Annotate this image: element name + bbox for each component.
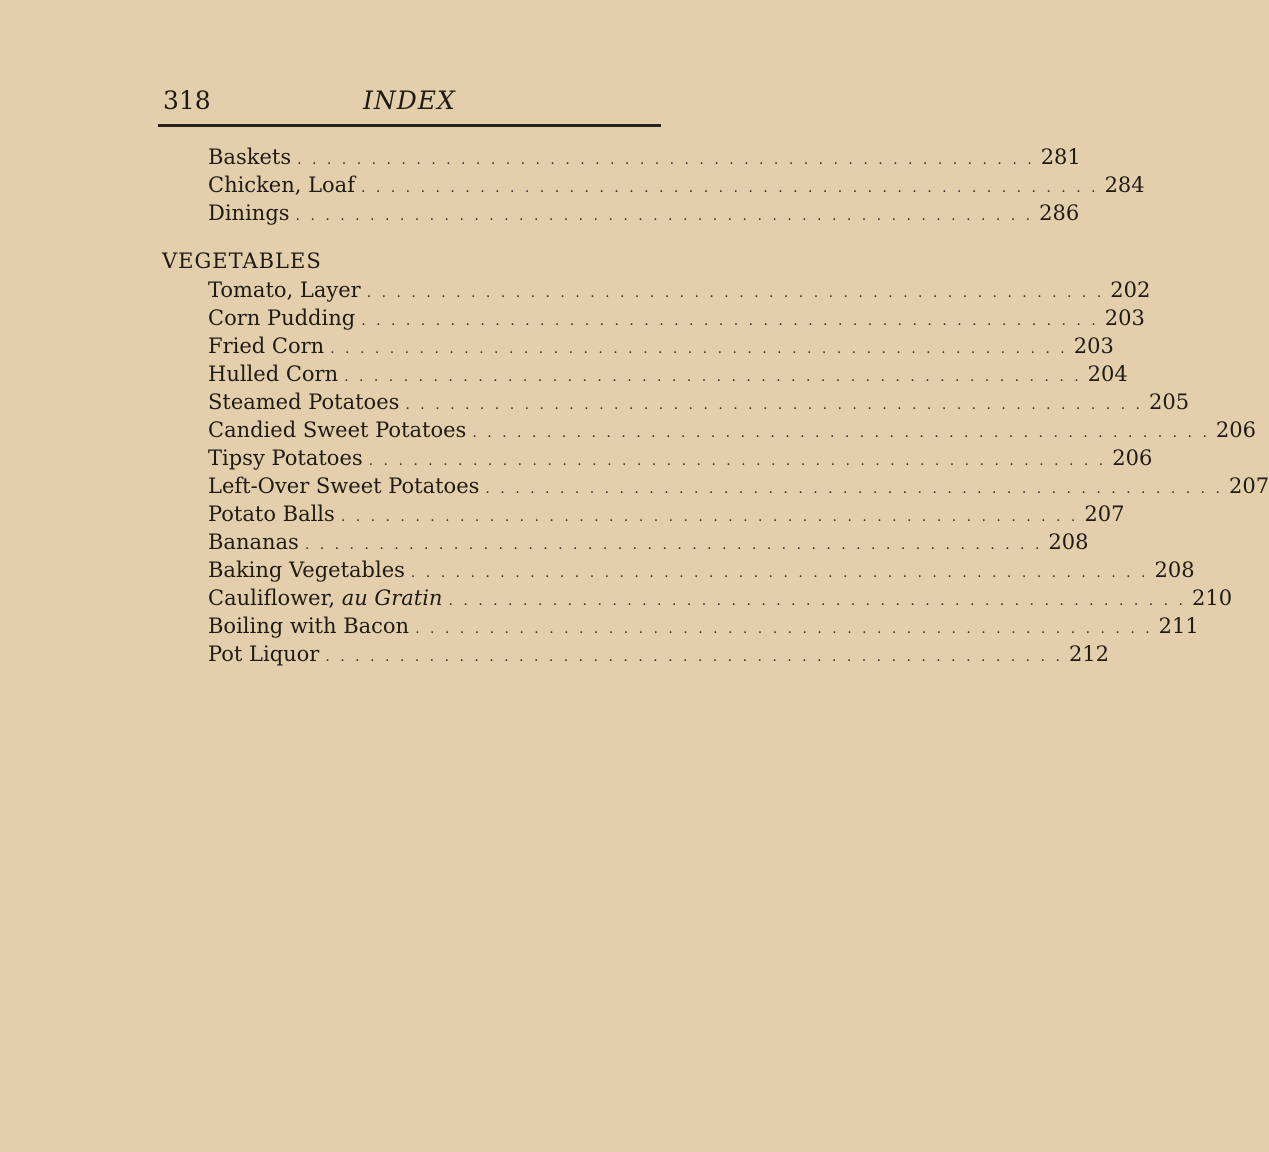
index-entry — [208, 472, 1269, 500]
dot-leader: . . . . . . . . . . . . . . . . . . . . . . . . . . . . . . . . . . . . . . . . . . . . . . . . . . — [295, 208, 1034, 224]
page-header — [163, 86, 660, 122]
entry-page-number: 286 — [1039, 201, 1080, 225]
entry-page-number: 202 — [1110, 278, 1151, 302]
entry-label — [208, 584, 448, 612]
entry-label: Chicken, Loaf — [208, 173, 355, 197]
index-entry — [208, 360, 1128, 388]
entry-label: Tipsy Potatoes — [208, 446, 363, 470]
entry-label: Hulled Corn — [208, 362, 339, 386]
entry-page-number: 212 — [1068, 642, 1110, 666]
index-entry — [208, 388, 1190, 416]
dot-leader: . . . . . . . . . . . . . . . . . . . . . . . . . . . . . . . . . . . . . . . . . . . . . . . . . . — [415, 621, 1153, 637]
entry-label: Pot Liquor — [208, 642, 320, 666]
entry-label: Bananas — [208, 530, 299, 554]
entry-page-number: 205 — [1148, 390, 1190, 414]
index-entry — [208, 171, 1145, 199]
index-entry — [208, 199, 1080, 227]
entry-page-number: 207 — [1228, 474, 1269, 498]
entry-page-number: 203 — [1073, 334, 1114, 358]
entry-label: Dinings — [208, 201, 290, 225]
index-entry — [208, 500, 1125, 528]
index-entry — [208, 528, 1089, 556]
entry-page-number: 284 — [1104, 173, 1145, 197]
index-entry — [208, 640, 1110, 668]
entry-page-number: 211 — [1158, 614, 1199, 638]
entry-label: Boiling with Bacon — [208, 614, 410, 638]
dot-leader: . . . . . . . . . . . . . . . . . . . . . . . . . . . . . . . . . . . . . . . . . . . . . . . . . . — [360, 180, 1099, 196]
dot-leader: . . . . . . . . . . . . . . . . . . . . . . . . . . . . . . . . . . . . . . . . . . . . . . . . . . — [368, 453, 1107, 469]
entry-label: Baking Vegetables — [208, 558, 405, 582]
entry-label: Corn Pudding — [208, 306, 356, 330]
entry-label: Potato Balls — [208, 502, 335, 526]
dot-leader: . . . . . . . . . . . . . . . . . . . . . . . . . . . . . . . . . . . . . . . . . . . . . . . . . . — [448, 593, 1187, 609]
entry-page-number: 206 — [1215, 418, 1256, 442]
entry-page-number: 208 — [1048, 530, 1089, 554]
entry-label: Left-Over Sweet Potatoes — [208, 474, 480, 498]
dot-leader: . . . . . . . . . . . . . . . . . . . . . . . . . . . . . . . . . . . . . . . . . . . . . . . . . . — [340, 509, 1079, 525]
index-entry — [208, 143, 1081, 171]
dot-leader: . . . . . . . . . . . . . . . . . . . . . . . . . . . . . . . . . . . . . . . . . . . . . . . . . . — [344, 369, 1082, 385]
index-entry — [208, 612, 1199, 640]
entry-page-number: 208 — [1154, 558, 1195, 582]
header-rule — [158, 124, 661, 127]
index-entry — [208, 556, 1195, 584]
index-entry — [208, 416, 1256, 444]
entry-label-text: Cauliflower, — [208, 586, 336, 610]
entry-label: Tomato, Layer — [208, 278, 361, 302]
section-heading: VEGETABLES — [162, 249, 322, 273]
index-entry — [208, 304, 1145, 332]
index-entry — [208, 332, 1114, 360]
page-number: 318 — [163, 86, 211, 115]
dot-leader: . . . . . . . . . . . . . . . . . . . . . . . . . . . . . . . . . . . . . . . . . . . . . . . . . . — [361, 313, 1099, 329]
entry-label: Steamed Potatoes — [208, 390, 400, 414]
entry-page-number: 281 — [1040, 145, 1081, 169]
dot-leader: . . . . . . . . . . . . . . . . . . . . . . . . . . . . . . . . . . . . . . . . . . . . . . . . . . — [485, 481, 1223, 497]
index-entry — [208, 276, 1151, 304]
entry-page-number: 204 — [1087, 362, 1128, 386]
entry-page-number: 207 — [1084, 502, 1125, 526]
entry-label: Candied Sweet Potatoes — [208, 418, 467, 442]
dot-leader: . . . . . . . . . . . . . . . . . . . . . . . . . . . . . . . . . . . . . . . . . . . . . . . . . . — [330, 341, 1068, 357]
entry-page-number: 203 — [1104, 306, 1145, 330]
entry-label-italic: au Gratin — [341, 586, 443, 610]
index-entry — [208, 444, 1153, 472]
entry-label: Fried Corn — [208, 334, 325, 358]
dot-leader: . . . . . . . . . . . . . . . . . . . . . . . . . . . . . . . . . . . . . . . . . . . . . . . . . . — [297, 152, 1035, 168]
index-entry — [208, 584, 1233, 612]
dot-leader: . . . . . . . . . . . . . . . . . . . . . . . . . . . . . . . . . . . . . . . . . . . . . . . . . . — [304, 537, 1043, 553]
entry-label: Baskets — [208, 145, 292, 169]
entry-page-number: 206 — [1112, 446, 1153, 470]
dot-leader: . . . . . . . . . . . . . . . . . . . . . . . . . . . . . . . . . . . . . . . . . . . . . . . . . . — [410, 565, 1149, 581]
dot-leader: . . . . . . . . . . . . . . . . . . . . . . . . . . . . . . . . . . . . . . . . . . . . . . . . . . — [472, 425, 1210, 441]
dot-leader: . . . . . . . . . . . . . . . . . . . . . . . . . . . . . . . . . . . . . . . . . . . . . . . . . . — [366, 285, 1105, 301]
dot-leader: . . . . . . . . . . . . . . . . . . . . . . . . . . . . . . . . . . . . . . . . . . . . . . . . . . — [325, 649, 1063, 665]
dot-leader: . . . . . . . . . . . . . . . . . . . . . . . . . . . . . . . . . . . . . . . . . . . . . . . . . . — [405, 397, 1143, 413]
running-title: INDEX — [363, 86, 456, 115]
entry-page-number: 210 — [1192, 586, 1233, 610]
